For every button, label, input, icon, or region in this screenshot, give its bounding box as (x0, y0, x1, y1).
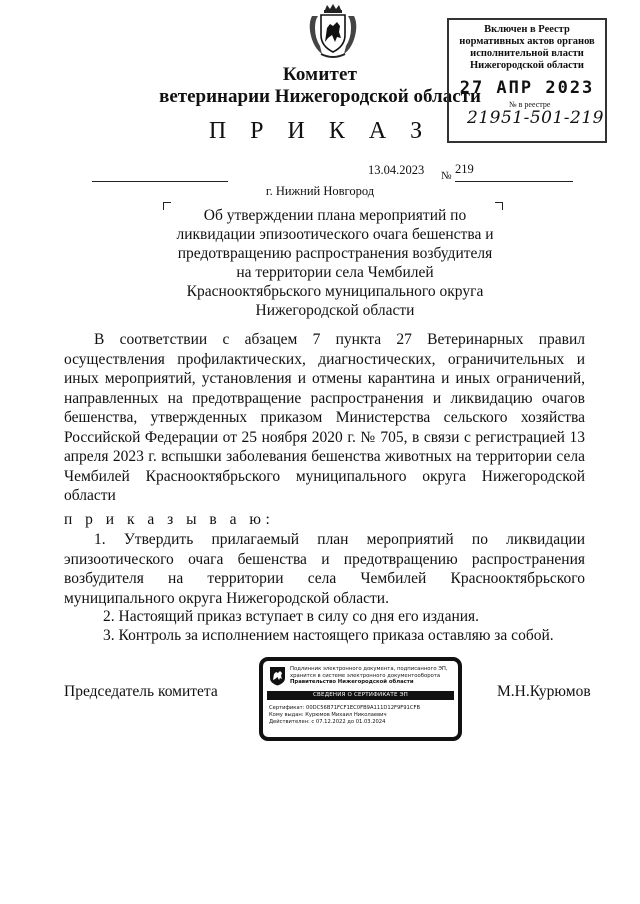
stamp-text-line2: нормативных актов органов (459, 36, 595, 47)
document-number: 219 (455, 162, 474, 176)
organization-name-line2: ветеринарии Нижегородской области (159, 86, 481, 107)
title-line: ликвидации эпизоотического очага бешенства и (176, 226, 494, 243)
order-item-1: 1. Утвердить прилагаемый план мероприятий по ликвидации эпизоотического очага бешенства и предотвращению распространения возбудителя на территории села Чембилей Краснооктябрьского муниципального округа Нижегородской области. (64, 531, 585, 607)
title-line: Об утверждении плана мероприятий по (203, 207, 467, 224)
preamble-paragraph: В соответствии с абзацем 7 пункта 27 Ветеринарных правил осуществления профилактических, диагностических, ограничительных и иных мероприятий, установления и отмены карантина и иных ограничений, направленных на предотвращение распространения и ликвидацию очагов бешенства, утвержденных приказом Министерства сельского хозяйства Российской Федерации от 25 ноября 2020 г. № 705, в связи с регистрацией 13 апреля 2023 г. вспышки заболевания бешенства животных на территории села Чембилей Краснооктябрьского муниципального округа Нижегородской области (64, 331, 585, 504)
title-line: Нижегородской области (255, 302, 415, 319)
document-type-heading: П Р И К А З (208, 118, 432, 144)
signatory-position: Председатель комитета (64, 683, 218, 700)
stamp-date: 27 АПР 2023 (459, 78, 595, 98)
order-keyword: п р и к а з ы в а ю: (64, 511, 275, 528)
date-underline (92, 181, 228, 182)
order-item-2: 2. Настоящий приказ вступает в силу со дня его издания. (103, 608, 480, 625)
number-sign: № (441, 170, 452, 182)
certificate-owner: Кому выдан: Курюмов Михаил Николаевич (269, 712, 387, 718)
organization-name-line1: Комитет (282, 64, 358, 85)
title-line: предотвращению распространения возбудителя (177, 245, 493, 262)
city: г. Нижний Новгород (265, 184, 375, 198)
order-item-3: 3. Контроль за исполнением настоящего приказа оставляю за собой. (103, 627, 554, 644)
stamp-registry-number: 21951-501-219 (467, 108, 604, 128)
signatory-name: М.Н.Курюмов (497, 683, 591, 700)
document-title (150, 206, 520, 320)
certificate-info-header: СВЕДЕНИЯ О СЕРТИФИКАТЕ ЭП (267, 691, 454, 700)
title-line: на территории села Чембилей (236, 264, 434, 281)
document-date: 13.04.2023 (368, 163, 425, 177)
coat-of-arms-emblem (306, 2, 360, 62)
esignature-note-text: Подлинник электронного документа, подписанного ЭП, хранится в системе электронного документооборота (290, 666, 448, 679)
number-underline (455, 181, 573, 182)
electronic-signature-block (259, 657, 462, 741)
stamp-text-line1: Включен в Реестр (484, 24, 570, 35)
emblem-icon (269, 666, 286, 686)
esignature-note (290, 666, 458, 686)
certificate-validity: Действителен: с 07.12.2022 до 01.03.2024 (269, 719, 386, 725)
registry-stamp (447, 18, 607, 143)
title-line: Краснооктябрьского муниципального округа (186, 283, 484, 300)
stamp-text-line3: исполнительной власти (470, 48, 584, 59)
esignature-org: Правительство Нижегородской области (290, 679, 414, 685)
stamp-registry-label: № в реестре (509, 100, 551, 109)
stamp-text-line4: Нижегородской области (470, 60, 584, 71)
certificate-serial: Сертификат: 00DC56B71FCF1EC0FB9A111D12F9F91CFB (269, 705, 421, 711)
